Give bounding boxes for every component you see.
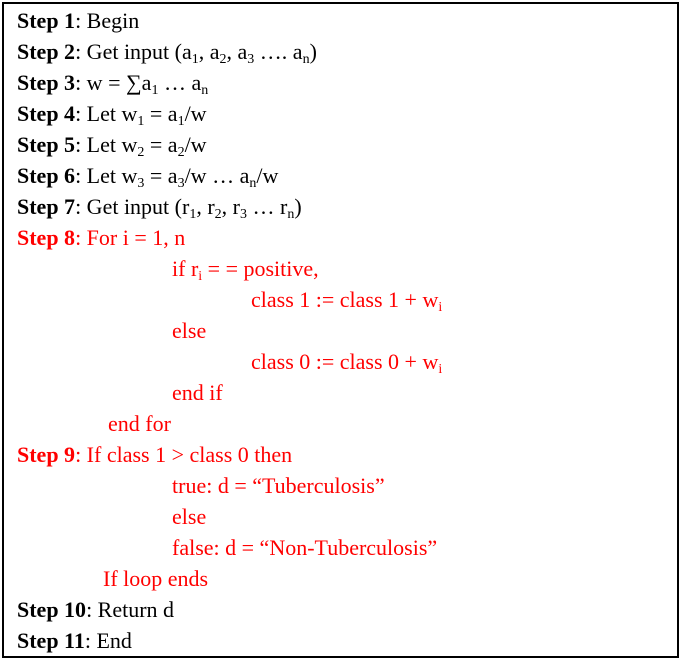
subscript: n: [302, 52, 310, 67]
if-condition-line: [172, 256, 319, 284]
step-1-text: : Begin: [75, 8, 140, 33]
subscript: 3: [247, 52, 255, 67]
step-6-label: Step 6: [17, 163, 76, 188]
step-2-line: [17, 39, 317, 67]
else-text: else: [172, 504, 207, 529]
step-2-text: , a: [198, 39, 220, 64]
if-text: if r: [172, 256, 199, 281]
step-11-label: Step 11: [17, 628, 85, 653]
class1-text: class 1 := class 1 + w: [251, 287, 439, 312]
true-branch-line: [172, 474, 385, 498]
step-3-label: Step 3: [17, 70, 76, 95]
step-6-text: = a: [144, 163, 178, 188]
step-4-text: /w: [184, 101, 207, 126]
step-3-text: … a: [158, 70, 202, 95]
step-5-line: [17, 132, 207, 160]
step-7-label: Step 7: [17, 194, 76, 219]
step-5-label: Step 5: [17, 132, 76, 157]
step-7-text: , r: [196, 194, 215, 219]
subscript: 1: [191, 52, 199, 67]
step-9-label: Step 9: [17, 442, 76, 467]
subscript: 2: [137, 145, 145, 160]
loop-end-line: [103, 567, 208, 591]
step-7-text: ): [294, 194, 302, 219]
step-7-text: , r: [221, 194, 240, 219]
step-8-text: : For i = 1, n: [75, 225, 186, 250]
step-8-line: [17, 226, 185, 250]
false-branch-text: false: d = “Non-Tuberculosis”: [172, 535, 438, 560]
subscript: n: [201, 83, 209, 98]
step-2-label: Step 2: [17, 39, 76, 64]
class0-text: class 0 := class 0 + w: [251, 349, 439, 374]
step-11-line: [17, 629, 132, 653]
step-6-line: [17, 163, 279, 191]
step-3-text: : w =: [75, 70, 126, 95]
subscript: i: [198, 269, 203, 284]
step-6-text: /w: [256, 163, 279, 188]
else-text: else: [172, 318, 207, 343]
subscript: 3: [137, 176, 145, 191]
subscript: n: [287, 207, 295, 222]
subscript: 1: [137, 114, 145, 129]
end-if-text: end if: [172, 380, 223, 405]
class1-update-line: [251, 287, 443, 315]
step-5-text: /w: [184, 132, 207, 157]
subscript: 1: [151, 83, 159, 98]
summation-symbol: ∑: [125, 70, 142, 95]
step-1-label: Step 1: [17, 8, 76, 33]
step-3-text: a: [141, 70, 152, 95]
step-9-line: [17, 443, 292, 467]
subscript: 3: [239, 207, 247, 222]
step-4-line: [17, 101, 207, 129]
step-1-line: [17, 9, 139, 33]
false-branch-line: [172, 536, 437, 560]
subscript: 1: [189, 207, 197, 222]
step-6-text: /w … a: [184, 163, 250, 188]
step-11-text: : End: [84, 628, 132, 653]
end-for-line: [108, 412, 171, 436]
subscript: n: [249, 176, 257, 191]
step-7-text: … r: [246, 194, 288, 219]
step-2-text: ): [309, 39, 317, 64]
step-8-label: Step 8: [17, 225, 76, 250]
else-line-2: [172, 505, 206, 529]
loop-end-text: If loop ends: [103, 566, 209, 591]
step-9-text: : If class 1 > class 0 then: [75, 442, 293, 467]
step-2-text: …. a: [254, 39, 303, 64]
if-text: = = positive,: [202, 256, 319, 281]
class0-update-line: [251, 349, 443, 377]
step-5-text: = a: [144, 132, 178, 157]
else-line: [172, 319, 206, 343]
subscript: 1: [177, 114, 185, 129]
step-3-line: [17, 70, 209, 98]
step-4-text: = a: [144, 101, 178, 126]
step-7-text: : Get input (r: [75, 194, 190, 219]
step-10-line: [17, 598, 174, 622]
step-6-text: : Let w: [75, 163, 138, 188]
subscript: i: [438, 300, 443, 315]
end-if-line: [172, 381, 223, 405]
subscript: 3: [177, 176, 185, 191]
step-10-label: Step 10: [17, 597, 87, 622]
subscript: i: [438, 362, 443, 377]
step-10-text: : Return d: [86, 597, 175, 622]
subscript: 2: [214, 207, 222, 222]
step-4-text: : Let w: [75, 101, 138, 126]
step-4-label: Step 4: [17, 101, 76, 126]
step-2-text: : Get input (a: [75, 39, 192, 64]
step-7-line: [17, 194, 302, 222]
subscript: 2: [219, 52, 227, 67]
step-2-text: , a: [226, 39, 248, 64]
true-branch-text: true: d = “Tuberculosis”: [172, 473, 385, 498]
step-5-text: : Let w: [75, 132, 138, 157]
subscript: 2: [177, 145, 185, 160]
end-for-text: end for: [108, 411, 171, 436]
